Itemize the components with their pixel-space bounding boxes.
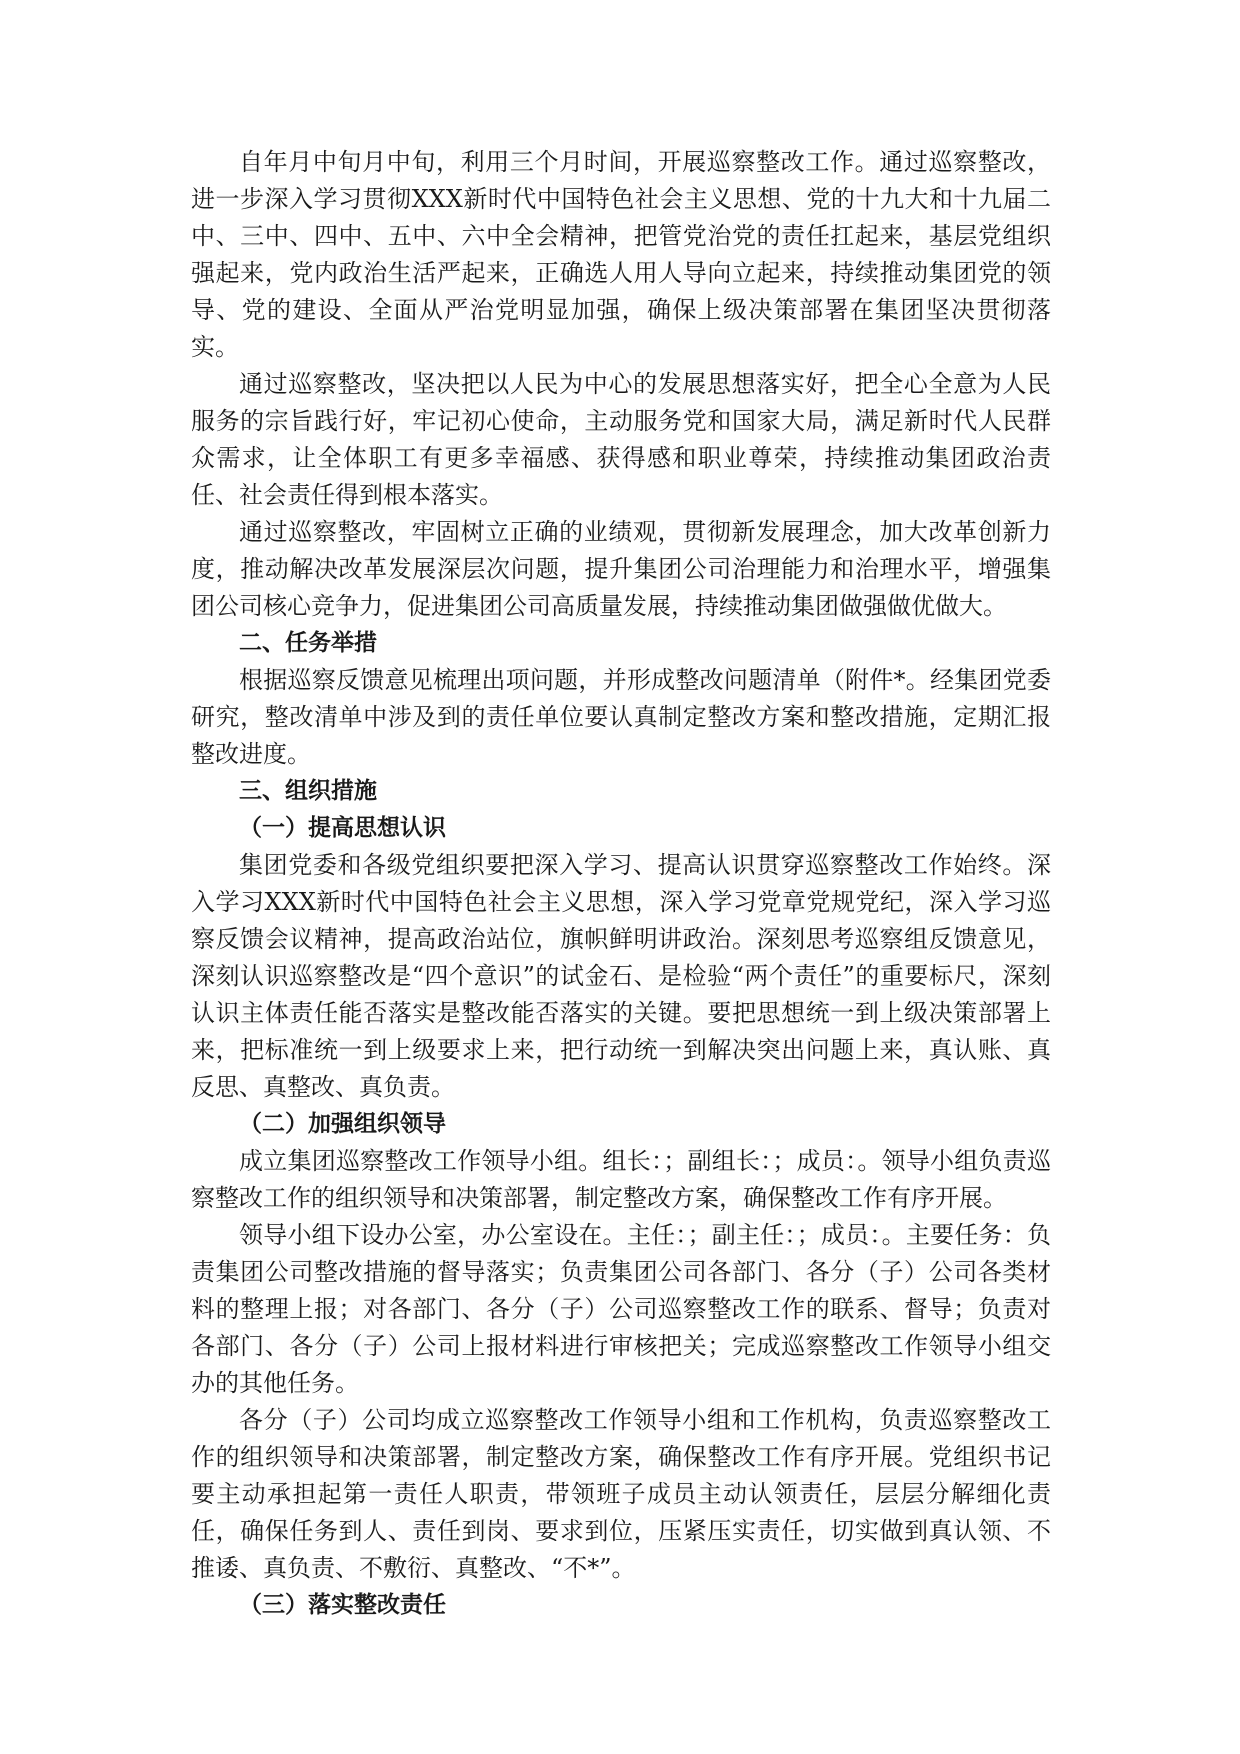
- paragraph-1: 自年月中旬月中旬，利用三个月时间，开展巡察整改工作。通过巡察整改，进一步深入学习贯彻XXX新时代中国特色社会主义思想、党的十九大和十九届二中、三中、四中、五中、六中全会精神，把管党治党的责任扛起来，基层党组织强起来，党内政治生活严起来，正确选人用人导向立起来，持续推动集团党的领导、党的建设、全面从严治党明显加强，确保上级决策部署在集团坚决贯彻落实。: [191, 148, 1051, 361]
- subheading-leadership: （二）加强组织领导: [239, 1111, 446, 1137]
- section-heading-organization: 三、组织措施: [239, 778, 377, 804]
- subheading-responsibility: （三）落实整改责任: [239, 1592, 446, 1618]
- subheading-awareness: （一）提高思想认识: [239, 815, 446, 841]
- section-heading-tasks: 二、任务举措: [239, 630, 377, 656]
- document-body: [191, 144, 1051, 1624]
- paragraph-8: 各分（子）公司均成立巡察整改工作领导小组和工作机构，负责巡察整改工作的组织领导和决策部署，制定整改方案，确保整改工作有序开展。党组织书记要主动承担起第一责任人职责，带领班子成员主动认领责任，层层分解细化责任，确保任务到人、责任到岗、要求到位，压紧压实责任，切实做到真认领、不推诿、真负责、不敷衍、真整改、“不*”。: [191, 1406, 1051, 1582]
- paragraph-4: 根据巡察反馈意见梳理出项问题，并形成整改问题清单（附件*。经集团党委研究，整改清单中涉及到的责任单位要认真制定整改方案和整改措施，定期汇报整改进度。: [191, 666, 1051, 768]
- paragraph-2: 通过巡察整改，坚决把以人民为中心的发展思想落实好，把全心全意为人民服务的宗旨践行好，牢记初心使命，主动服务党和国家大局，满足新时代人民群众需求，让全体职工有更多幸福感、获得感和职业尊荣，持续推动集团政治责任、社会责任得到根本落实。: [191, 370, 1051, 509]
- paragraph-3: 通过巡察整改，牢固树立正确的业绩观，贯彻新发展理念，加大改革创新力度，推动解决改革发展深层次问题，提升集团公司治理能力和治理水平，增强集团公司核心竞争力，促进集团公司高质量发展，持续推动集团做强做优做大。: [191, 518, 1051, 620]
- paragraph-7: 领导小组下设办公室，办公室设在。主任：；副主任：；成员：。主要任务：负责集团公司整改措施的督导落实；负责集团公司各部门、各分（子）公司各类材料的整理上报；对各部门、各分（子）公司巡察整改工作的联系、督导；负责对各部门、各分（子）公司上报材料进行审核把关；完成巡察整改工作领导小组交办的其他任务。: [191, 1221, 1051, 1397]
- paragraph-5: 集团党委和各级党组织要把深入学习、提高认识贯穿巡察整改工作始终。深入学习XXX新时代中国特色社会主义思想，深入学习党章党规党纪，深入学习巡察反馈会议精神，提高政治站位，旗帜鲜明讲政治。深刻思考巡察组反馈意见，深刻认识巡察整改是“四个意识”的试金石、是检验“两个责任”的重要标尺，深刻认识主体责任能否落实是整改能否落实的关键。要把思想统一到上级决策部署上来，把标准统一到上级要求上来，把行动统一到解决突出问题上来，真认账、真反思、真整改、真负责。: [191, 851, 1051, 1101]
- paragraph-6: 成立集团巡察整改工作领导小组。组长：；副组长：；成员：。领导小组负责巡察整改工作的组织领导和决策部署，制定整改方案，确保整改工作有序开展。: [191, 1147, 1051, 1212]
